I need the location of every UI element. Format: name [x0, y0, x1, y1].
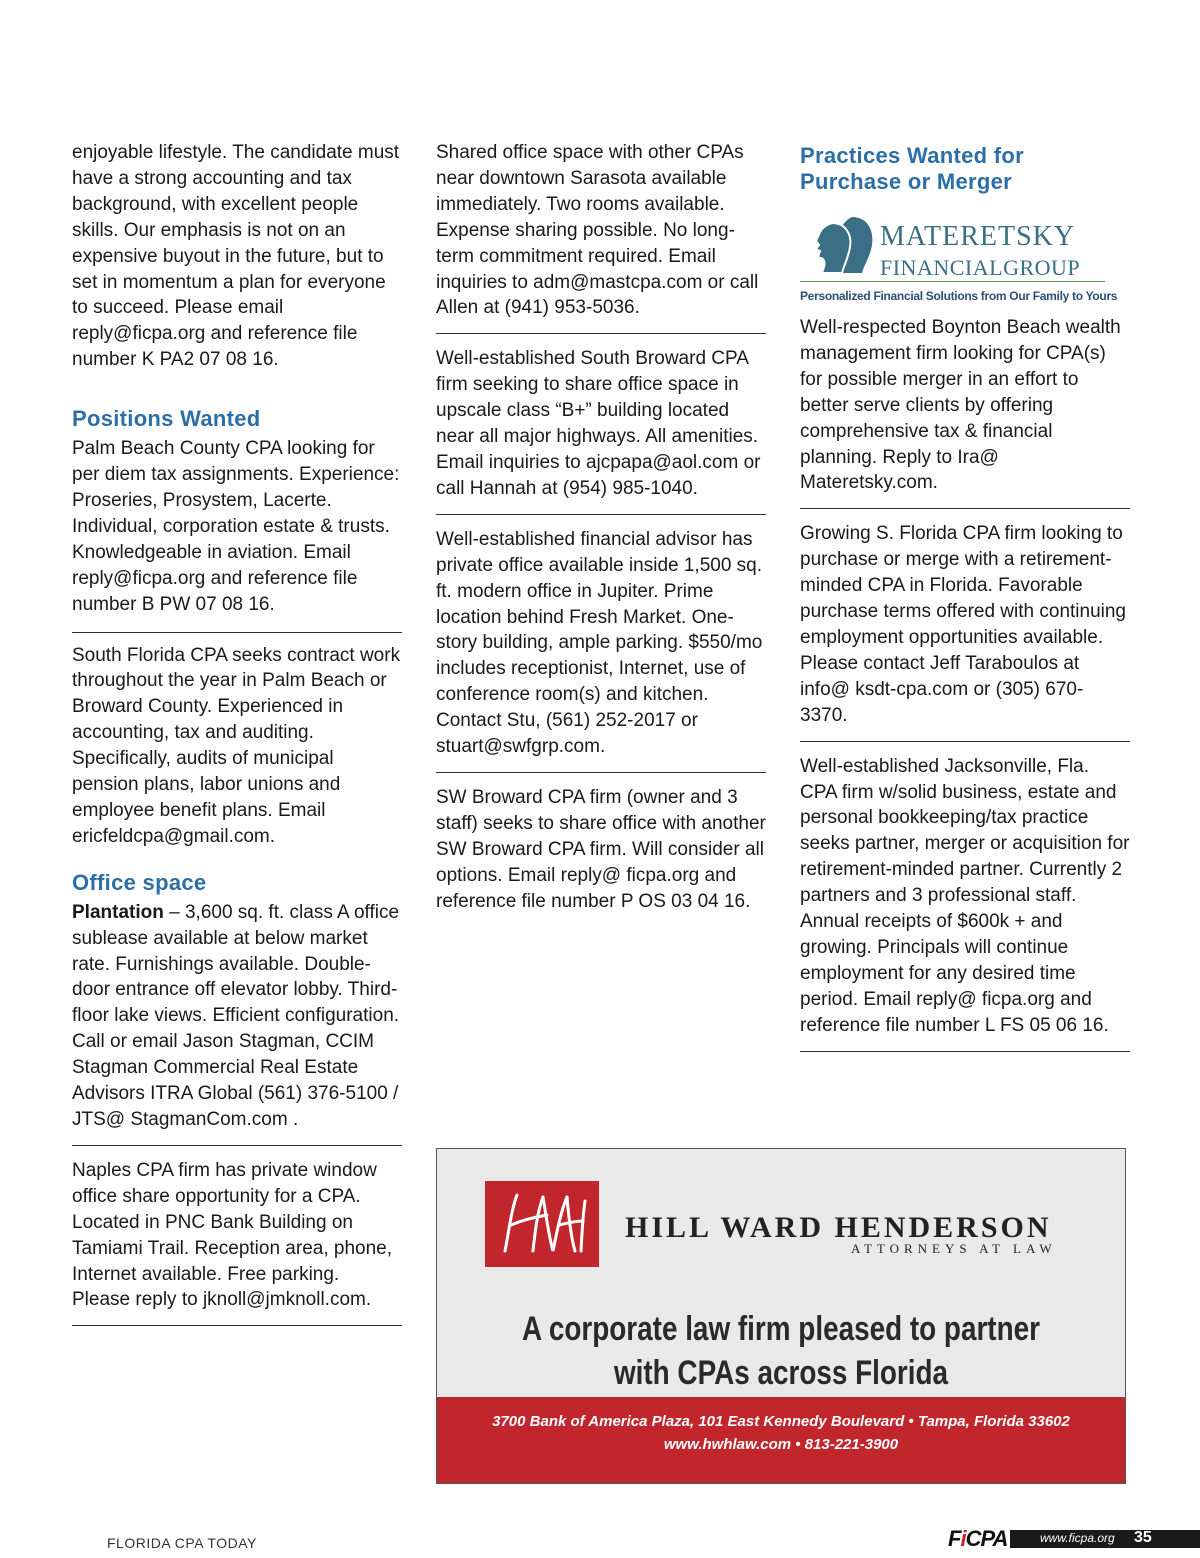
logo-tagline: Personalized Financial Solutions from Our Family to Yours	[800, 289, 1118, 303]
logo-rule	[800, 281, 1105, 282]
ad-website-phone: www.hwhlaw.com • 813-221-3900	[663, 1436, 899, 1453]
column-2	[436, 140, 766, 914]
logo-letters-cpa: CPA	[965, 1526, 1008, 1551]
logo-subtitle-b: GROUP	[1003, 255, 1081, 280]
logo-letter-f: F	[948, 1526, 961, 1551]
listing-text: Well-established Jacksonville, Fla. CPA firm w/solid business, estate and personal bookkeeping/tax practice seeks partner, merger or acquisition for retirement-minded partner. Currently 2 partners and 3 professional staff. Annual receipts of $600k + and growing. Principals will continue employment for any desired time period. Email reply@ ficpa.org and reference file number L FS 05 06 16.	[800, 755, 1130, 1036]
hwh-monogram-logo	[485, 1181, 599, 1267]
section-heading-office-space: Office space	[72, 869, 207, 895]
column-3	[800, 140, 1130, 1052]
listing-text: Growing S. Florida CPA firm looking to purchase or merge with a retirement-minded CPA in Florida. Favorable purchase terms offered with continuing employment opportunities available. Please contact Jeff Taraboulos at info@ ksdt-cpa.com or (305) 670-3370.	[800, 523, 1126, 726]
footer-bar	[1010, 1530, 1200, 1548]
ad-headline-line-2: with CPAs across Florida	[613, 1354, 949, 1392]
listing-text: enjoyable lifestyle. The candidate must have a strong accounting and tax background, with excellent people skills. Our emphasis is not on an expensive buyout in the future, but to set in momentum a plan for everyone to succeed. Please email reply@ficpa.org and reference file number K PA2 07 08 16.	[72, 142, 400, 371]
page-number: 35	[1134, 1529, 1152, 1546]
ad-firm-subtitle: ATTORNEYS AT LAW	[851, 1241, 1057, 1256]
listing-text: Naples CPA firm has private window office share opportunity for a CPA. Located in PNC Bank Building on Tamiami Trail. Reception area, phone, Internet available. Free parking. Please reply to jknoll@jmknoll.com.	[72, 1159, 392, 1311]
ficpa-logo	[948, 1526, 1007, 1552]
divider	[800, 1051, 1130, 1052]
listing-text: Well-established South Broward CPA firm seeking to share office space in upscale class “B+” building located near all major highways. All amenities. Email inquiries to ajcpapa@aol.com or call Hannah at (954) 985-1040.	[436, 348, 761, 499]
divider	[72, 1325, 402, 1326]
listing-text: Palm Beach County CPA looking for per diem tax assignments. Experience: Proseries, Prosystem, Lacerte. Individual, corporation estate & trusts. Knowledgeable in aviation. Email reply@ficpa.org and reference file number B PW 07 08 16.	[72, 438, 400, 615]
publication-name: FLORIDA CPA TODAY	[107, 1535, 257, 1551]
logo-wordmark: MATERETSKY	[880, 221, 1076, 252]
footer-url: www.ficpa.org	[1040, 1531, 1115, 1545]
listing-text: Shared office space with other CPAs near downtown Sarasota available immediately. Two rooms available. Expense sharing possible. No long-term commitment required. Email inquiries to adm@mastcpa.com or call Allen at (941) 953-5036.	[436, 142, 759, 319]
hill-ward-henderson-ad	[436, 1148, 1126, 1484]
listing-text: SW Broward CPA firm (owner and 3 staff) seeks to share office with another SW Broward CPA firm. Will consider all options. Email reply@ ficpa.org and reference file number P OS 03 04 16.	[436, 786, 766, 912]
section-heading-practices-wanted: Practices Wanted for Purchase or Merger	[800, 143, 1025, 194]
listing-text	[72, 900, 402, 1133]
section-heading-positions-wanted: Positions Wanted	[72, 406, 261, 432]
logo-subtitle	[880, 255, 1080, 281]
ad-address: 3700 Bank of America Plaza, 101 East Kennedy Boulevard • Tampa, Florida 33602	[492, 1413, 1070, 1430]
ad-headline	[499, 1307, 1063, 1395]
listing-text: Well-established financial advisor has private office available inside 1,500 sq. ft. modern office in Jupiter. Prime location behind Fresh Market. One-story building, ample parking. $550/mo includes receptionist, Internet, use of conference room(s) and kitchen. Contact Stu, (561) 252-2017 or stuart@swfgrp.com.	[436, 528, 763, 758]
logo-subtitle-a: FINANCIAL	[880, 255, 1004, 280]
ad-headline-line-1: A corporate law firm pleased to partner	[522, 1310, 1040, 1348]
listing-body: – 3,600 sq. ft. class A office sublease available at below market rate. Furnishings available. Double-door entrance off elevator lobby. Third-floor lake views. Efficient configuration. Call or email Jason Stagman, CCIM Stagman Commercial Real Estate Advisors ITRA Global (561) 376-5100 / JTS@ StagmanCom.com .	[72, 901, 400, 1130]
profile-heads-icon	[812, 215, 876, 275]
listing-text: Well-respected Boynton Beach wealth management firm looking for CPA(s) for possible merger in an effort to better serve clients by offering comprehensive tax & financial planning. Reply to Ira@ Materetsky.com.	[800, 317, 1121, 494]
column-1	[72, 140, 402, 1326]
listing-text: South Florida CPA seeks contract work throughout the year in Palm Beach or Broward County. Experienced in accounting, tax and auditing. Specifically, audits of municipal pension plans, labor unions and employee benefit plans. Email ericfeldcpa@gmail.com.	[72, 644, 401, 847]
materetsky-logo	[800, 211, 1120, 303]
logo-letter-i: i	[960, 1526, 966, 1551]
ad-contact-band	[437, 1397, 1125, 1483]
listing-lead: Plantation	[72, 901, 164, 923]
ad-firm-name: HILL WARD HENDERSON	[625, 1211, 1052, 1244]
hwh-monogram-icon	[485, 1181, 599, 1267]
